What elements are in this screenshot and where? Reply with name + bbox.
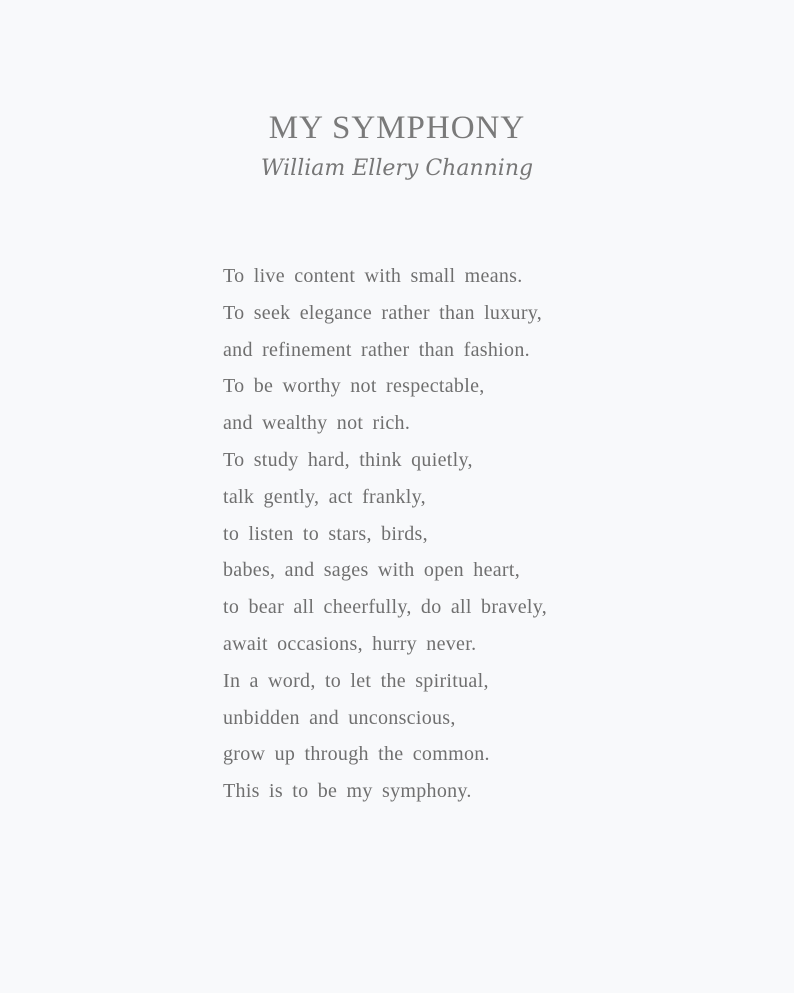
poem-line: and refinement rather than fashion.	[223, 338, 530, 361]
poem-line: In a word, to let the spiritual,	[223, 669, 489, 692]
poem-title: MY SYMPHONY	[268, 110, 526, 146]
poem-line: To be worthy not respectable,	[223, 375, 485, 398]
poem-line: and wealthy not rich.	[223, 412, 411, 435]
poem-line: to bear all cheerfully, do all bravely,	[223, 596, 548, 619]
poem-line: unbidden and unconscious,	[223, 706, 456, 729]
poem-line: To live content with small means.	[223, 265, 523, 287]
poem-line: To seek elegance rather than luxury,	[223, 301, 543, 324]
poem-line: await occasions, hurry never.	[223, 632, 477, 655]
poem-line: babes, and sages with open heart,	[223, 559, 521, 582]
poem-line: grow up through the common.	[223, 743, 490, 766]
poem-line: to listen to stars, birds,	[223, 522, 428, 545]
poem-line: talk gently, act frankly,	[223, 485, 426, 508]
poem-author: William Ellery Channing	[260, 156, 534, 181]
poem-body	[223, 258, 763, 810]
poem-line: This is to be my symphony.	[223, 780, 472, 803]
poem-line: To study hard, think quietly,	[223, 448, 473, 471]
